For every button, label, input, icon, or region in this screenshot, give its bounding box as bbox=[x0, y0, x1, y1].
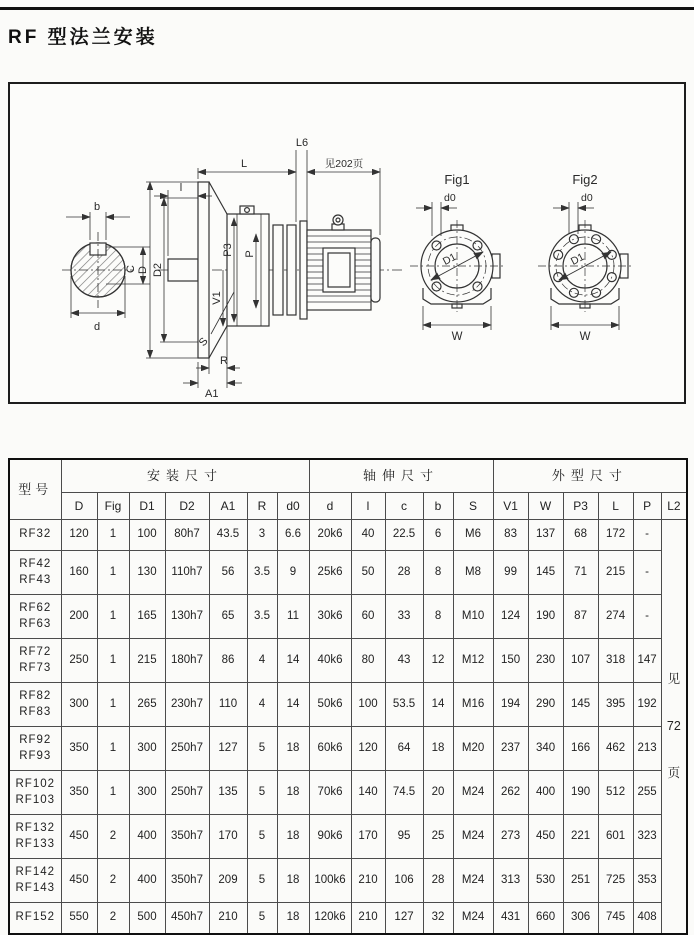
cell-L: 725 bbox=[598, 859, 633, 903]
cell-P: 353 bbox=[633, 859, 661, 903]
cell-A1: 210 bbox=[209, 903, 247, 935]
cell-L: 215 bbox=[598, 551, 633, 595]
cell-L: 274 bbox=[598, 595, 633, 639]
cell-W: 530 bbox=[528, 859, 563, 903]
cell-P: - bbox=[633, 595, 661, 639]
cell-A1: 170 bbox=[209, 815, 247, 859]
cell-P3: 107 bbox=[563, 639, 598, 683]
cell-L: 395 bbox=[598, 683, 633, 727]
cell-L: 601 bbox=[598, 815, 633, 859]
cell-S: M24 bbox=[453, 859, 493, 903]
cell-l: 120 bbox=[351, 727, 385, 771]
cell-d: 20k6 bbox=[309, 520, 351, 551]
group-header-1: 轴伸尺寸 bbox=[309, 459, 493, 493]
cell-W: 290 bbox=[528, 683, 563, 727]
column-header-c: c bbox=[385, 493, 423, 520]
cell-D2: 230h7 bbox=[165, 683, 209, 727]
cell-W: 450 bbox=[528, 815, 563, 859]
column-header-Fig: Fig bbox=[97, 493, 129, 520]
cell-R: 4 bbox=[247, 639, 277, 683]
cell-A1: 56 bbox=[209, 551, 247, 595]
model-cell: RF32 bbox=[9, 520, 61, 551]
page-title: RF 型法兰安装 bbox=[8, 27, 158, 48]
table-head bbox=[9, 459, 687, 520]
table-body bbox=[9, 520, 687, 935]
column-header-b: b bbox=[423, 493, 453, 520]
group-header-2: 外型尺寸 bbox=[493, 459, 687, 493]
cell-b: 32 bbox=[423, 903, 453, 935]
column-header-S: S bbox=[453, 493, 493, 520]
cell-c: 106 bbox=[385, 859, 423, 903]
cell-R: 4 bbox=[247, 683, 277, 727]
cell-d0: 11 bbox=[277, 595, 309, 639]
cell-d0: 18 bbox=[277, 903, 309, 935]
cell-D2: 450h7 bbox=[165, 903, 209, 935]
cell-R: 5 bbox=[247, 771, 277, 815]
technical-drawing-box bbox=[8, 82, 686, 404]
cell-c: 33 bbox=[385, 595, 423, 639]
dim-label-V1: V1 bbox=[211, 291, 223, 305]
cell-c: 127 bbox=[385, 903, 423, 935]
cell-P3: 71 bbox=[563, 551, 598, 595]
cell-Fig: 1 bbox=[97, 639, 129, 683]
dim-label-A1: A1 bbox=[205, 388, 219, 400]
dim-label-b: b bbox=[94, 201, 101, 213]
cell-R: 3 bbox=[247, 520, 277, 551]
cell-D2: 130h7 bbox=[165, 595, 209, 639]
cell-D: 120 bbox=[61, 520, 97, 551]
cell-d: 50k6 bbox=[309, 683, 351, 727]
cell-d: 60k6 bbox=[309, 727, 351, 771]
cell-D1: 400 bbox=[129, 859, 165, 903]
cell-d: 25k6 bbox=[309, 551, 351, 595]
cell-D1: 400 bbox=[129, 815, 165, 859]
cell-D: 450 bbox=[61, 859, 97, 903]
dim-label-D: D bbox=[137, 266, 149, 274]
cell-V1: 431 bbox=[493, 903, 528, 935]
cell-d0: 6.6 bbox=[277, 520, 309, 551]
cell-A1: 127 bbox=[209, 727, 247, 771]
shaft-cross-section bbox=[62, 212, 150, 318]
l2-note-cell: 见 72 页 bbox=[661, 520, 687, 935]
fig1-dim-label-W: W bbox=[451, 331, 463, 343]
cell-S: M12 bbox=[453, 639, 493, 683]
cell-Fig: 1 bbox=[97, 683, 129, 727]
dim-label-P: P bbox=[244, 250, 256, 258]
cell-S: M24 bbox=[453, 903, 493, 935]
cell-V1: 194 bbox=[493, 683, 528, 727]
cell-b: 6 bbox=[423, 520, 453, 551]
table-row-RF132 bbox=[9, 815, 687, 859]
cell-L: 745 bbox=[598, 903, 633, 935]
column-header-D2: D2 bbox=[165, 493, 209, 520]
fig2-dim-label-W: W bbox=[579, 331, 591, 343]
cell-V1: 124 bbox=[493, 595, 528, 639]
column-header-R: R bbox=[247, 493, 277, 520]
model-cell: RF92 RF93 bbox=[9, 727, 61, 771]
cell-D2: 110h7 bbox=[165, 551, 209, 595]
cell-D: 350 bbox=[61, 771, 97, 815]
cell-R: 5 bbox=[247, 815, 277, 859]
fig1-dim-label-D1: D1 bbox=[440, 250, 459, 268]
cell-L: 512 bbox=[598, 771, 633, 815]
cell-l: 140 bbox=[351, 771, 385, 815]
cell-R: 5 bbox=[247, 903, 277, 935]
cell-b: 20 bbox=[423, 771, 453, 815]
cell-l: 40 bbox=[351, 520, 385, 551]
cell-b: 14 bbox=[423, 683, 453, 727]
cell-V1: 237 bbox=[493, 727, 528, 771]
cell-D: 250 bbox=[61, 639, 97, 683]
cell-c: 53.5 bbox=[385, 683, 423, 727]
cell-W: 137 bbox=[528, 520, 563, 551]
cell-V1: 99 bbox=[493, 551, 528, 595]
table-row-RF102 bbox=[9, 771, 687, 815]
table-row-RF62 bbox=[9, 595, 687, 639]
cell-P: 255 bbox=[633, 771, 661, 815]
cell-P3: 190 bbox=[563, 771, 598, 815]
cell-D: 350 bbox=[61, 727, 97, 771]
fig2-label: Fig2 bbox=[572, 172, 598, 187]
cell-d0: 14 bbox=[277, 683, 309, 727]
dim-label-L6: L6 bbox=[295, 137, 309, 149]
cell-S: M10 bbox=[453, 595, 493, 639]
cell-P: 213 bbox=[633, 727, 661, 771]
column-header-L: L bbox=[598, 493, 633, 520]
cell-Fig: 1 bbox=[97, 595, 129, 639]
cell-d0: 9 bbox=[277, 551, 309, 595]
cell-D1: 165 bbox=[129, 595, 165, 639]
cell-c: 28 bbox=[385, 551, 423, 595]
fig2-dim-label-d0: d0 bbox=[581, 192, 593, 204]
column-header-P: P bbox=[633, 493, 661, 520]
cell-V1: 262 bbox=[493, 771, 528, 815]
dimension-spec-table bbox=[8, 458, 688, 935]
cell-D2: 180h7 bbox=[165, 639, 209, 683]
model-cell: RF142 RF143 bbox=[9, 859, 61, 903]
dim-label-d: d bbox=[94, 321, 101, 333]
column-header-D: D bbox=[61, 493, 97, 520]
cell-L: 318 bbox=[598, 639, 633, 683]
dim-label-L: L bbox=[240, 158, 248, 170]
cell-l: 210 bbox=[351, 859, 385, 903]
cell-P3: 251 bbox=[563, 859, 598, 903]
cell-d0: 14 bbox=[277, 639, 309, 683]
cell-d0: 18 bbox=[277, 727, 309, 771]
model-cell: RF42 RF43 bbox=[9, 551, 61, 595]
table-row-RF92 bbox=[9, 727, 687, 771]
cell-V1: 313 bbox=[493, 859, 528, 903]
column-header-d: d bbox=[309, 493, 351, 520]
cell-A1: 43.5 bbox=[209, 520, 247, 551]
cell-D: 160 bbox=[61, 551, 97, 595]
cell-L: 172 bbox=[598, 520, 633, 551]
cell-b: 18 bbox=[423, 727, 453, 771]
cell-D1: 500 bbox=[129, 903, 165, 935]
cell-c: 64 bbox=[385, 727, 423, 771]
cell-P3: 306 bbox=[563, 903, 598, 935]
cell-b: 25 bbox=[423, 815, 453, 859]
cell-S: M8 bbox=[453, 551, 493, 595]
cell-Fig: 2 bbox=[97, 815, 129, 859]
table-row-RF32 bbox=[9, 520, 687, 551]
column-header-A1: A1 bbox=[209, 493, 247, 520]
column-header-model: 型号 bbox=[9, 459, 61, 520]
cell-P: 323 bbox=[633, 815, 661, 859]
dim-label-P3: P3 bbox=[222, 243, 234, 257]
cell-D1: 100 bbox=[129, 520, 165, 551]
cell-L: 462 bbox=[598, 727, 633, 771]
cell-d0: 18 bbox=[277, 859, 309, 903]
cell-D1: 215 bbox=[129, 639, 165, 683]
dim-label-l: l bbox=[179, 182, 183, 194]
table-row-RF42 bbox=[9, 551, 687, 595]
cell-d0: 18 bbox=[277, 771, 309, 815]
cell-W: 190 bbox=[528, 595, 563, 639]
cell-d: 90k6 bbox=[309, 815, 351, 859]
cell-b: 28 bbox=[423, 859, 453, 903]
dim-label-S: S bbox=[196, 335, 211, 349]
top-rule-divider bbox=[0, 7, 694, 10]
cell-D2: 80h7 bbox=[165, 520, 209, 551]
cell-d: 120k6 bbox=[309, 903, 351, 935]
table-row-RF82 bbox=[9, 683, 687, 727]
cell-V1: 150 bbox=[493, 639, 528, 683]
cell-P3: 68 bbox=[563, 520, 598, 551]
cell-Fig: 2 bbox=[97, 903, 129, 935]
cell-S: M24 bbox=[453, 771, 493, 815]
table-row-RF142 bbox=[9, 859, 687, 903]
cell-P: - bbox=[633, 520, 661, 551]
cell-l: 50 bbox=[351, 551, 385, 595]
cell-D2: 350h7 bbox=[165, 815, 209, 859]
cell-A1: 209 bbox=[209, 859, 247, 903]
cell-D2: 250h7 bbox=[165, 771, 209, 815]
cell-W: 660 bbox=[528, 903, 563, 935]
cell-R: 5 bbox=[247, 859, 277, 903]
cell-A1: 110 bbox=[209, 683, 247, 727]
cell-d: 100k6 bbox=[309, 859, 351, 903]
cell-V1: 83 bbox=[493, 520, 528, 551]
cell-V1: 273 bbox=[493, 815, 528, 859]
group-header-0: 安装尺寸 bbox=[61, 459, 309, 493]
dim-label-C: C bbox=[125, 265, 137, 273]
cell-D1: 130 bbox=[129, 551, 165, 595]
cell-D1: 265 bbox=[129, 683, 165, 727]
cell-D: 550 bbox=[61, 903, 97, 935]
cell-A1: 65 bbox=[209, 595, 247, 639]
column-header-d0: d0 bbox=[277, 493, 309, 520]
cell-d: 40k6 bbox=[309, 639, 351, 683]
cell-Fig: 1 bbox=[97, 551, 129, 595]
cell-Fig: 1 bbox=[97, 520, 129, 551]
model-cell: RF62 RF63 bbox=[9, 595, 61, 639]
cell-c: 43 bbox=[385, 639, 423, 683]
column-header-D1: D1 bbox=[129, 493, 165, 520]
cell-Fig: 1 bbox=[97, 727, 129, 771]
model-cell: RF82 RF83 bbox=[9, 683, 61, 727]
cell-P: 192 bbox=[633, 683, 661, 727]
cell-d: 70k6 bbox=[309, 771, 351, 815]
cell-d0: 18 bbox=[277, 815, 309, 859]
fig1-flange-front-view bbox=[410, 202, 504, 330]
cell-W: 230 bbox=[528, 639, 563, 683]
cell-l: 100 bbox=[351, 683, 385, 727]
cell-A1: 86 bbox=[209, 639, 247, 683]
cell-D1: 300 bbox=[129, 727, 165, 771]
table-row-RF152 bbox=[9, 903, 687, 935]
column-header-l: l bbox=[351, 493, 385, 520]
cell-Fig: 2 bbox=[97, 859, 129, 903]
drawing-note-see-page-202: 见202页 bbox=[324, 158, 364, 170]
cell-R: 5 bbox=[247, 727, 277, 771]
cell-c: 74.5 bbox=[385, 771, 423, 815]
cell-D2: 250h7 bbox=[165, 727, 209, 771]
cell-d: 30k6 bbox=[309, 595, 351, 639]
cell-P3: 145 bbox=[563, 683, 598, 727]
dim-label-R: R bbox=[220, 355, 228, 367]
fig2-flange-front-view bbox=[538, 202, 632, 330]
cell-W: 340 bbox=[528, 727, 563, 771]
cell-b: 8 bbox=[423, 551, 453, 595]
cell-W: 145 bbox=[528, 551, 563, 595]
cell-D: 450 bbox=[61, 815, 97, 859]
gearmotor-side-view bbox=[146, 150, 402, 388]
cell-A1: 135 bbox=[209, 771, 247, 815]
cell-S: M16 bbox=[453, 683, 493, 727]
cell-S: M24 bbox=[453, 815, 493, 859]
cell-Fig: 1 bbox=[97, 771, 129, 815]
cell-R: 3.5 bbox=[247, 551, 277, 595]
cell-D: 300 bbox=[61, 683, 97, 727]
fig2-dim-label-D1: D1 bbox=[568, 250, 587, 268]
cell-l: 210 bbox=[351, 903, 385, 935]
cell-P3: 87 bbox=[563, 595, 598, 639]
cell-D2: 350h7 bbox=[165, 859, 209, 903]
cell-l: 80 bbox=[351, 639, 385, 683]
cell-P3: 221 bbox=[563, 815, 598, 859]
cell-P3: 166 bbox=[563, 727, 598, 771]
model-cell: RF102 RF103 bbox=[9, 771, 61, 815]
model-cell: RF132 RF133 bbox=[9, 815, 61, 859]
dim-label-D2: D2 bbox=[152, 262, 164, 278]
column-header-P3: P3 bbox=[563, 493, 598, 520]
cell-W: 400 bbox=[528, 771, 563, 815]
cell-P: 147 bbox=[633, 639, 661, 683]
cell-D1: 300 bbox=[129, 771, 165, 815]
column-header-L2: L2 bbox=[661, 493, 687, 520]
fig1-label: Fig1 bbox=[444, 172, 470, 187]
cell-l: 170 bbox=[351, 815, 385, 859]
cell-b: 12 bbox=[423, 639, 453, 683]
model-cell: RF152 bbox=[9, 903, 61, 935]
cell-S: M6 bbox=[453, 520, 493, 551]
cell-b: 8 bbox=[423, 595, 453, 639]
cell-l: 60 bbox=[351, 595, 385, 639]
cell-D: 200 bbox=[61, 595, 97, 639]
cell-c: 22.5 bbox=[385, 520, 423, 551]
cell-R: 3.5 bbox=[247, 595, 277, 639]
cell-P: - bbox=[633, 551, 661, 595]
table-row-RF72 bbox=[9, 639, 687, 683]
technical-drawing bbox=[10, 84, 684, 402]
column-header-W: W bbox=[528, 493, 563, 520]
fig1-dim-label-d0: d0 bbox=[444, 192, 456, 204]
column-header-V1: V1 bbox=[493, 493, 528, 520]
cell-P: 408 bbox=[633, 903, 661, 935]
cell-c: 95 bbox=[385, 815, 423, 859]
cell-S: M20 bbox=[453, 727, 493, 771]
model-cell: RF72 RF73 bbox=[9, 639, 61, 683]
